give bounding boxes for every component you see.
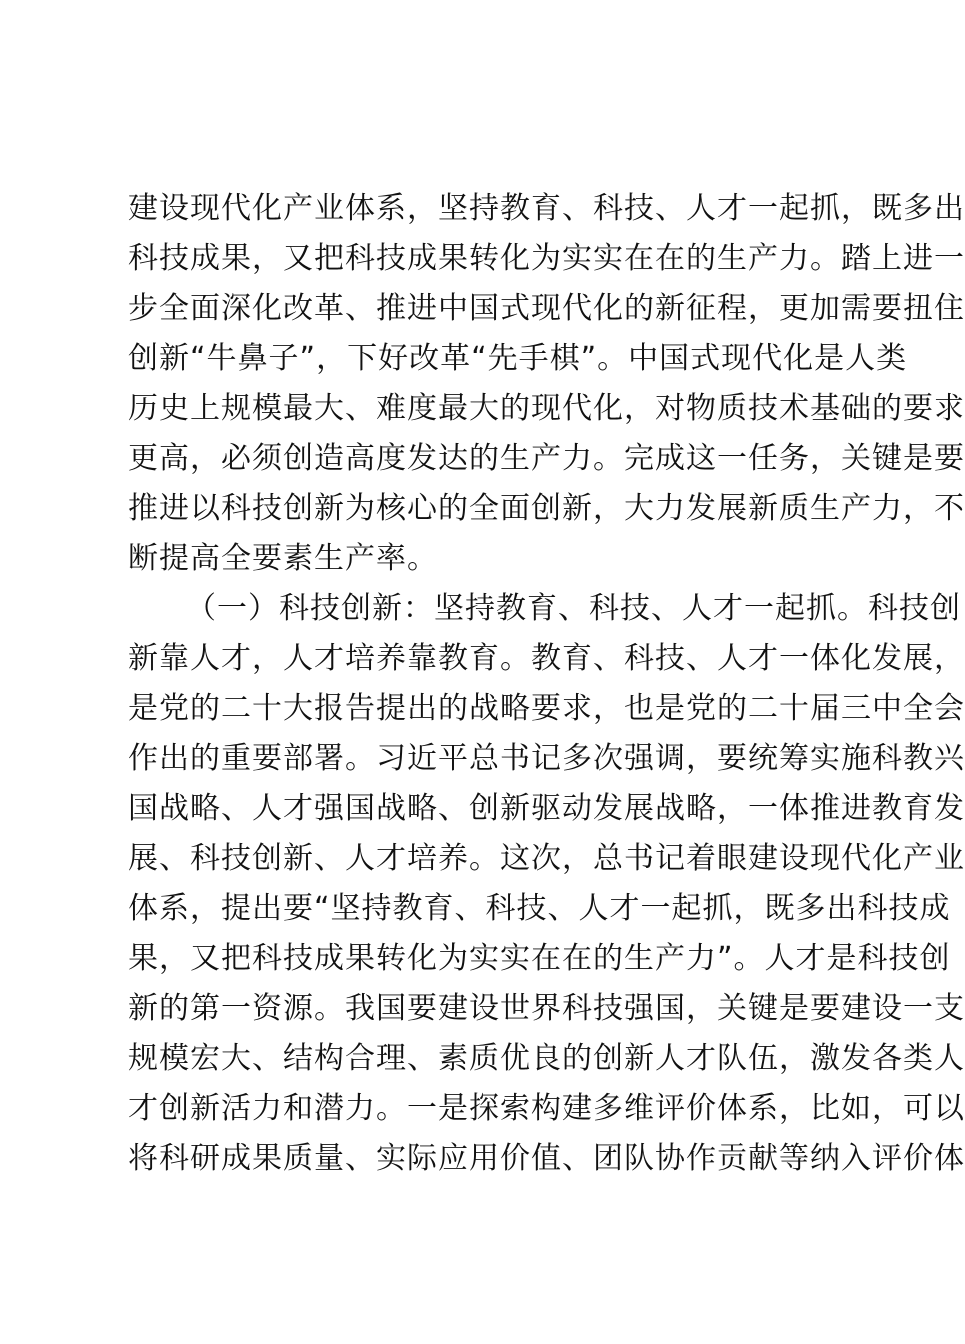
text-line: 科技成果，又把科技成果转化为实实在在的生产力。踏上进一 (128, 241, 965, 276)
text-line: 果，又把科技成果转化为实实在在的生产力”。人才是科技创 (128, 941, 951, 976)
text-line: 推进以科技创新为核心的全面创新，大力发展新质生产力，不 (128, 491, 965, 526)
text-line: 才创新活力和潜力。一是探索构建多维评价体系，比如，可以 (128, 1091, 965, 1126)
text-line: 将科研成果质量、实际应用价值、团队协作贡献等纳入评价体 (128, 1141, 965, 1176)
text-line: 更高，必须创造高度发达的生产力。完成这一任务，关键是要 (128, 441, 965, 476)
text-line: 步全面深化改革、推进中国式现代化的新征程，更加需要扭住 (128, 291, 965, 326)
text-line: 断提高全要素生产率。 (128, 541, 438, 576)
text-line: 是党的二十大报告提出的战略要求，也是党的二十届三中全会 (128, 691, 965, 726)
body-text (128, 184, 965, 1184)
text-line: 新靠人才，人才培养靠教育。教育、科技、人才一体化发展， (128, 641, 965, 676)
text-line: 建设现代化产业体系，坚持教育、科技、人才一起抓，既多出 (128, 191, 965, 226)
text-line: 规模宏大、结构合理、素质优良的创新人才队伍，激发各类人 (128, 1041, 965, 1076)
text-line: 体系，提出要“坚持教育、科技、人才一起抓，既多出科技成 (128, 891, 951, 926)
section-heading-line: （一）科技创新：坚持教育、科技、人才一起抓。科技创 (186, 591, 961, 626)
text-line: 创新“牛鼻子”，下好改革“先手棋”。中国式现代化是人类 (128, 341, 908, 376)
text-line: 国战略、人才强国战略、创新驱动发展战略，一体推进教育发 (128, 791, 965, 826)
text-line: 历史上规模最大、难度最大的现代化，对物质技术基础的要求 (128, 391, 965, 426)
text-line: 作出的重要部署。习近平总书记多次强调，要统筹实施科教兴 (128, 741, 965, 776)
text-line: 展、科技创新、人才培养。这次，总书记着眼建设现代化产业 (128, 841, 965, 876)
text-line: 新的第一资源。我国要建设世界科技强国，关键是要建设一支 (128, 991, 965, 1026)
